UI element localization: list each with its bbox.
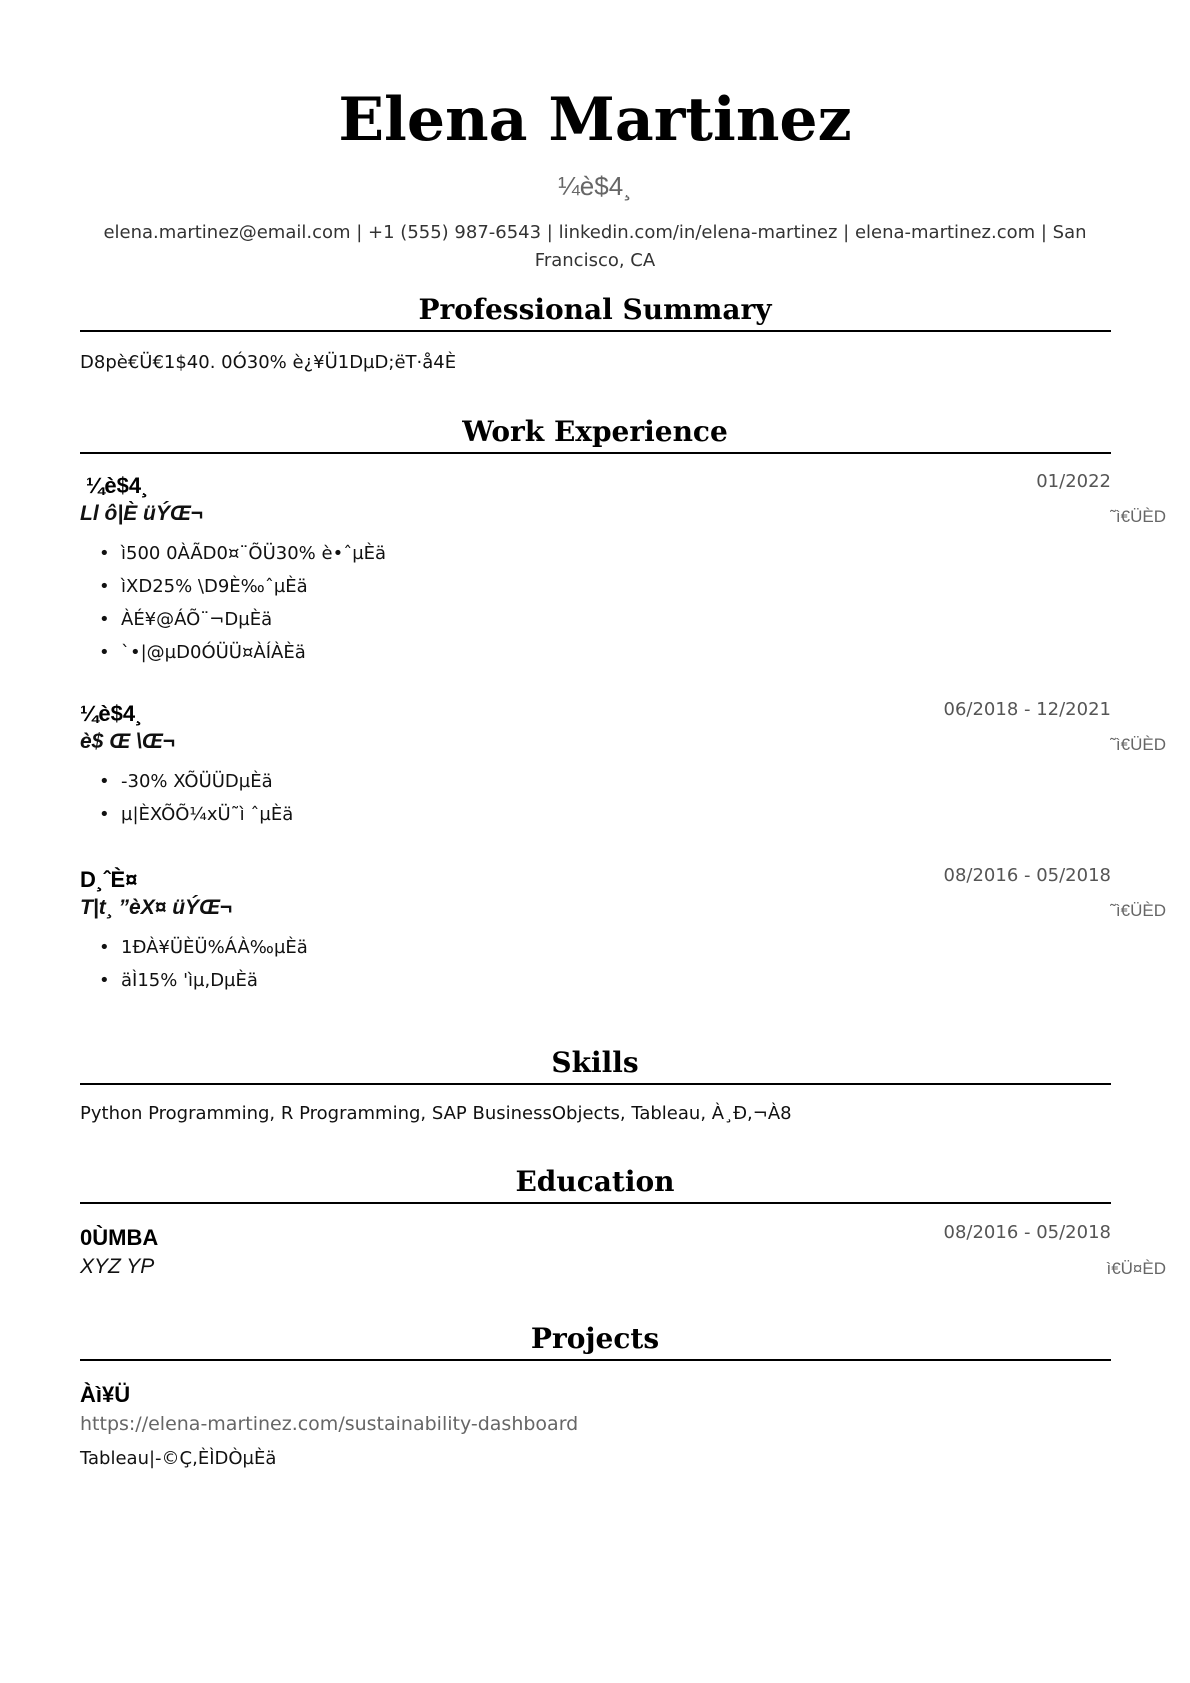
section-title-experience: Work Experience bbox=[462, 415, 728, 448]
bullet-dot: • bbox=[99, 543, 110, 564]
section-title-summary: Professional Summary bbox=[418, 293, 772, 326]
bullet-text: ìXD25% \D9È‰ˆµÈä bbox=[121, 576, 308, 597]
bullet-item bbox=[99, 607, 386, 640]
section-title-skills: Skills bbox=[551, 1046, 639, 1079]
section-divider bbox=[80, 1202, 1111, 1204]
job-location: ˜ì€ÜÈD bbox=[1110, 507, 1166, 526]
bullet-text: ÀÉ¥@ÁÕ¨¬DµÈä bbox=[121, 609, 273, 630]
job-location: ˜ì€ÜÈD bbox=[1110, 735, 1166, 754]
job-location: ˜ì€ÜÈD bbox=[1110, 901, 1166, 920]
job-date: 06/2018 - 12/2021 bbox=[943, 699, 1111, 720]
section-title-projects: Projects bbox=[530, 1322, 660, 1355]
section-divider bbox=[80, 330, 1111, 332]
bullet-text: 1ÐÀ¥ÜÈÜ%ÁÀ‰µÈä bbox=[121, 937, 308, 958]
job-bullets bbox=[99, 541, 386, 673]
bullet-dot: • bbox=[99, 576, 110, 597]
education-date: 08/2016 - 05/2018 bbox=[943, 1222, 1111, 1243]
job-title: ¼è$4¸ bbox=[86, 473, 149, 498]
section-divider bbox=[80, 452, 1111, 454]
section-title-education: Education bbox=[515, 1165, 675, 1198]
skills-text: Python Programming, R Programming, SAP BusinessObjects, Tableau, À¸Ð,¬À8 bbox=[80, 1103, 792, 1124]
section-divider bbox=[80, 1359, 1111, 1361]
education-school: XYZ YP bbox=[80, 1255, 155, 1278]
bullet-item bbox=[99, 968, 308, 1001]
project-link[interactable]: https://elena-martinez.com/sustainability-dashboard bbox=[80, 1413, 579, 1435]
job-date: 01/2022 bbox=[1036, 471, 1111, 492]
bullet-item bbox=[99, 802, 293, 835]
job-title: D¸ˆÈ¤ bbox=[80, 867, 138, 892]
bullet-item bbox=[99, 574, 386, 607]
bullet-dot: • bbox=[99, 609, 110, 630]
bullet-text: -30% XÕÜÜDµÈä bbox=[121, 771, 273, 792]
project-description: Tableau|-©Ç,ÈÌDÒµÈä bbox=[80, 1448, 277, 1469]
bullet-item bbox=[99, 640, 386, 673]
bullet-text: ì500 0ÀÃD0¤¨ÕÜ30% è•ˆµÈä bbox=[121, 543, 387, 564]
job-date: 08/2016 - 05/2018 bbox=[943, 865, 1111, 886]
bullet-dot: • bbox=[99, 970, 110, 991]
education-location: ì€Ü¤ÈD bbox=[1106, 1259, 1166, 1278]
bullet-text: äÌ15% 'ìµ,DµÈä bbox=[121, 970, 258, 991]
job-company: T|t¸ ”èX¤ üÝŒ¬ bbox=[80, 896, 233, 919]
bullet-item bbox=[99, 541, 386, 574]
job-bullets bbox=[99, 769, 293, 835]
job-company: è$ Œ \Œ¬ bbox=[80, 730, 176, 753]
bullet-dot: • bbox=[99, 771, 110, 792]
bullet-text: µ|ÈXÕÕ¼xÜ˜ì ˆµÈä bbox=[121, 804, 294, 825]
bullet-item bbox=[99, 769, 293, 802]
candidate-name: Elena Martinez bbox=[338, 85, 852, 155]
project-name: Àì¥Ü bbox=[80, 1382, 131, 1407]
summary-text: D8pè€Ü€1$40. 0Ó30% è¿¥Ü1DµD;ëT·å4È bbox=[80, 352, 457, 373]
bullet-dot: • bbox=[99, 937, 110, 958]
job-company: Ll ô|È üÝŒ¬ bbox=[80, 502, 204, 525]
bullet-item bbox=[99, 935, 308, 968]
bullet-text: `•|@µD0ÓÜÜ¤ÀÍÀÈä bbox=[121, 642, 306, 663]
job-bullets bbox=[99, 935, 308, 1001]
section-divider bbox=[80, 1083, 1111, 1085]
education-degree: 0ÙMBA bbox=[80, 1225, 159, 1250]
candidate-subtitle: ¼è$4¸ bbox=[558, 171, 632, 201]
bullet-dot: • bbox=[99, 642, 110, 663]
job-title: ¼è$4¸ bbox=[80, 701, 143, 726]
bullet-dot: • bbox=[99, 804, 110, 825]
contact-line: elena.martinez@email.com | +1 (555) 987-6543 | linkedin.com/in/elena-martinez | elena-martinez.com | San Francisco, CA bbox=[103, 222, 1087, 271]
